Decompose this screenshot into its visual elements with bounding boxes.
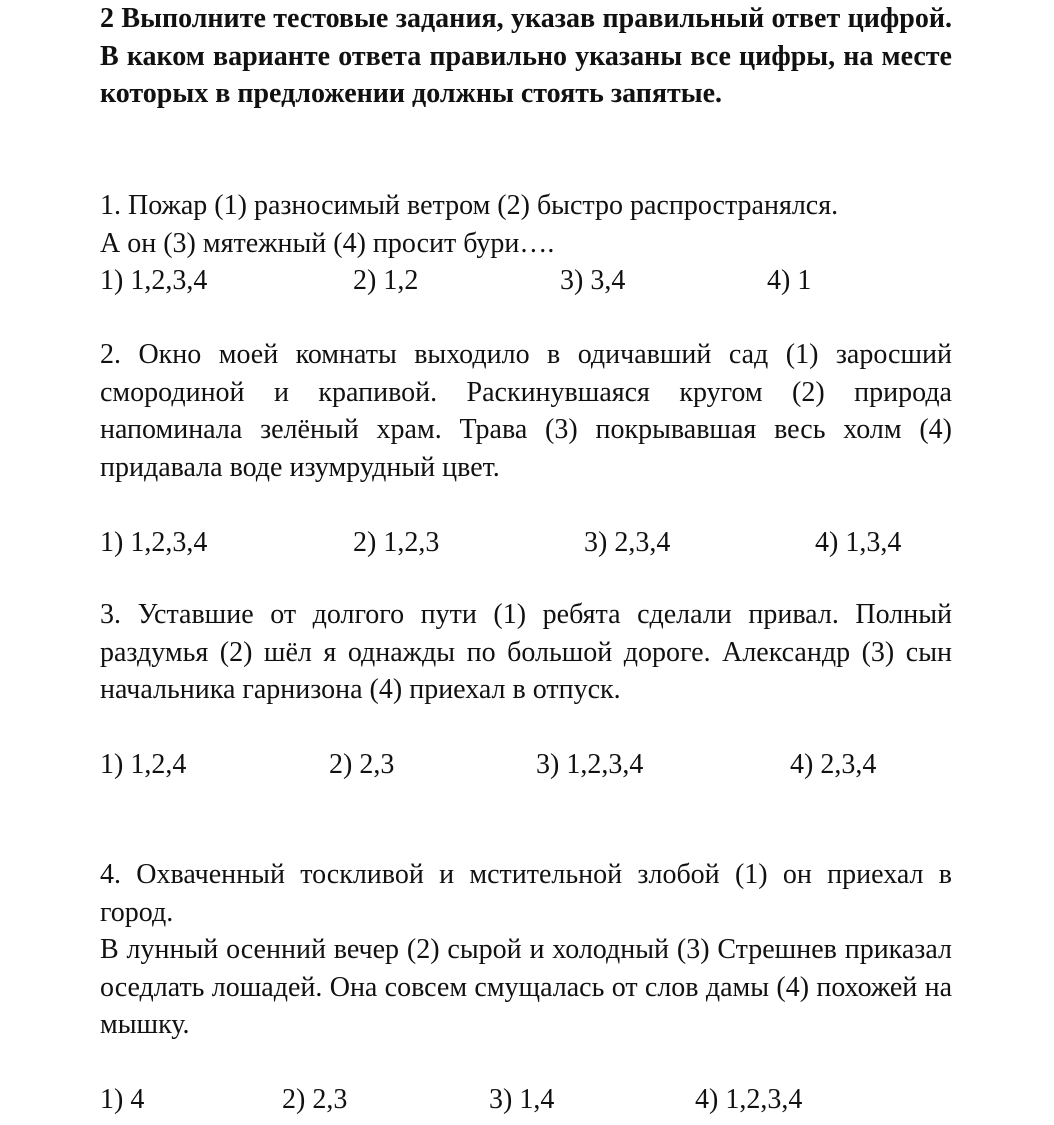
option-2[interactable]: 2) 2,3 — [329, 749, 395, 780]
option-1[interactable]: 1) 1,2,3,4 — [100, 265, 208, 296]
option-2[interactable]: 2) 2,3 — [282, 1084, 348, 1115]
question-1-line-1: 1. Пожар (1) разносимый ветром (2) быстро распространялся. — [100, 190, 839, 221]
option-1[interactable]: 1) 4 — [100, 1084, 145, 1115]
question-3 — [100, 596, 952, 784]
question-3-text: 3. Уставшие от долгого пути (1) ребята сделали привал. Полный раздумья (2) шёл я однажды по большой дороге. Александр (3) сын начальника гарнизона (4) приехал в отпуск. — [100, 599, 952, 705]
option-3[interactable]: 3) 1,2,3,4 — [536, 749, 644, 780]
question-1-line-2: А он (3) мятежный (4) просит бури…. — [100, 227, 555, 259]
option-2[interactable]: 2) 1,2 — [353, 265, 419, 296]
option-4[interactable]: 4) 1,3,4 — [815, 526, 902, 558]
option-1[interactable]: 1) 1,2,3,4 — [100, 526, 208, 558]
question-4-options — [100, 1081, 952, 1119]
option-4[interactable]: 4) 2,3,4 — [790, 749, 877, 780]
option-4[interactable]: 4) 1,2,3,4 — [695, 1084, 803, 1115]
option-4[interactable]: 4) 1 — [767, 265, 812, 296]
question-4-text-b: В лунный осенний вечер (2) сырой и холодный (3) Стрешнев приказал оседлать лошадей. Она совсем смущалась от слов дамы (4) похожей на мышку. — [100, 934, 952, 1040]
task-title: 2 Выполните тестовые задания, указав правильный ответ цифрой. В каком варианте ответа правильно указаны все цифры, на месте которых в предложении должны стоять запятые. — [100, 3, 952, 109]
option-3[interactable]: 3) 3,4 — [560, 265, 626, 296]
question-2-options — [100, 524, 952, 562]
option-1[interactable]: 1) 1,2,4 — [100, 749, 187, 780]
question-4 — [100, 856, 952, 1119]
question-1-options — [100, 262, 952, 300]
question-4-text-a: 4. Охваченный тоскливой и мстительной злобой (1) он приехал в город. — [100, 859, 952, 928]
option-2[interactable]: 2) 1,2,3 — [353, 526, 440, 558]
question-1 — [100, 187, 952, 300]
option-3[interactable]: 3) 1,4 — [489, 1084, 555, 1115]
option-3[interactable]: 3) 2,3,4 — [584, 526, 671, 558]
question-3-options — [100, 746, 952, 784]
question-2-text: 2. Окно моей комнаты выходило в одичавший сад (1) заросший смородиной и крапивой. Раскинувшаяся кругом (2) природа напоминала зелёный храм. Трава (3) покрывавшая весь холм (4) придавала воде изумрудный цвет. — [100, 339, 952, 483]
question-2 — [100, 336, 952, 561]
